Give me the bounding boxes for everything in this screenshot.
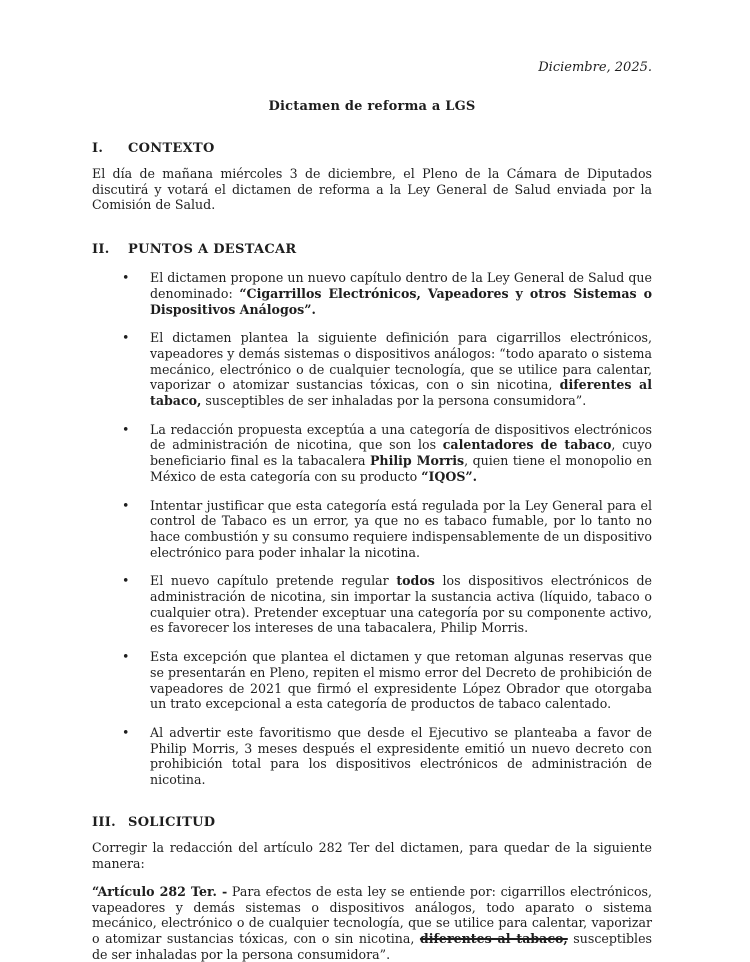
bullet-item-definicion: • El dictamen plantea la siguiente definición para cigarrillos electrónicos, vapeadores y demás sistemas o dispositivos análogos: “todo aparato o sistema mecánico, electrónico o de cualquier tecnología, que se utilice para calentar, vaporizar o atomizar sustancias tóxicas, con o sin nicotina, diferentes al tabaco, susceptibles de ser inhaladas por la persona consumidora”. [150, 330, 652, 409]
section-solicitud-heading [92, 815, 652, 831]
section-puntos-number: II. [92, 242, 110, 258]
section-contexto-number: I. [92, 141, 104, 156]
section-solicitud-number: III. [92, 814, 116, 830]
section-contexto-heading [92, 141, 652, 157]
bullet-item-regular-todos: • El nuevo capítulo pretende regular todos los dispositivos electrónicos de administración de nicotina, sin importar la sustancia activa (líquido, tabaco o cualquier otra). Pretender exceptuar una categoría por su componente activo, es favorecer los intereses de una tabacalera, Philip Morris. [150, 573, 652, 636]
puntos-bullet-list [92, 270, 652, 788]
section-puntos-title: PUNTOS A DESTACAR [128, 242, 297, 258]
document-title: Dictamen de reforma a LGS [268, 99, 476, 114]
bullet-item-decreto-2021: • Esta excepción que plantea el dictamen y que retoman algunas reservas que se presentarán en Pleno, repiten el mismo error del Decreto de prohibición de vapeadores de 2021 que firmó el expresidente López Obrador que otorgaba un trato excepcional a esta categoría de productos de tabaco calentado. [150, 649, 652, 712]
bullet-item-nuevo-capitulo: • El dictamen propone un nuevo capítulo dentro de la Ley General de Salud que denominado: “Cigarrillos Electrónicos, Vapeadores y otros Sistemas o Dispositivos Análogos”. [150, 270, 652, 317]
articulo-282-ter-paragraph: “Artículo 282 Ter. - Para efectos de esta ley se entiende por: cigarrillos electrónicos, vapeadores y demás sistemas o dispositivos análogos, todo aparato o sistema mecánico, electrónico o de cualquier tecnología, que se utilice para calentar, vaporizar o atomizar sustancias tóxicas, con o sin nicotina, diferentes al tabaco, susceptibles de ser inhaladas por la persona consumidora”. [92, 883, 653, 962]
bullet-item-nuevo-decreto: • Al advertir este favoritismo que desde el Ejecutivo se planteaba a favor de Philip Morris, 3 meses después el expresidente emitió un nuevo decreto con prohibición total para los dispositivos electrónicos de administración de nicotina. [150, 725, 652, 788]
section-puntos-heading [92, 242, 652, 258]
section-contexto-title: CONTEXTO [128, 141, 215, 156]
bullet-item-excepcion-calentadores: • La redacción propuesta exceptúa a una categoría de dispositivos electrónicos de administración de nicotina, que son los calentadores de tabaco, cuyo beneficiario final es la tabacalera Philip Morris, quien tiene el monopolio en México de esta categoría con su producto “IQOS”. [150, 422, 652, 485]
document-date: Diciembre, 2025. [538, 60, 652, 75]
section-solicitud-title: SOLICITUD [128, 814, 216, 830]
bullet-item-justificacion-error: • Intentar justificar que esta categoría está regulada por la Ley General para el control de Tabaco es un error, ya que no es tabaco fumable, por lo tanto no hace combustión y su consumo requiere indispensablemente de un dispositivo electrónico para poder inhalar la nicotina. [150, 498, 652, 561]
solicitud-paragraph: Corregir la redacción del artículo 282 Ter del dictamen, para quedar de la siguiente manera: [92, 839, 652, 871]
contexto-paragraph: El día de mañana miércoles 3 de diciembre, el Pleno de la Cámara de Diputados discutirá y votará el dictamen de reforma a la Ley General de Salud enviada por la Comisión de Salud. [92, 166, 652, 213]
